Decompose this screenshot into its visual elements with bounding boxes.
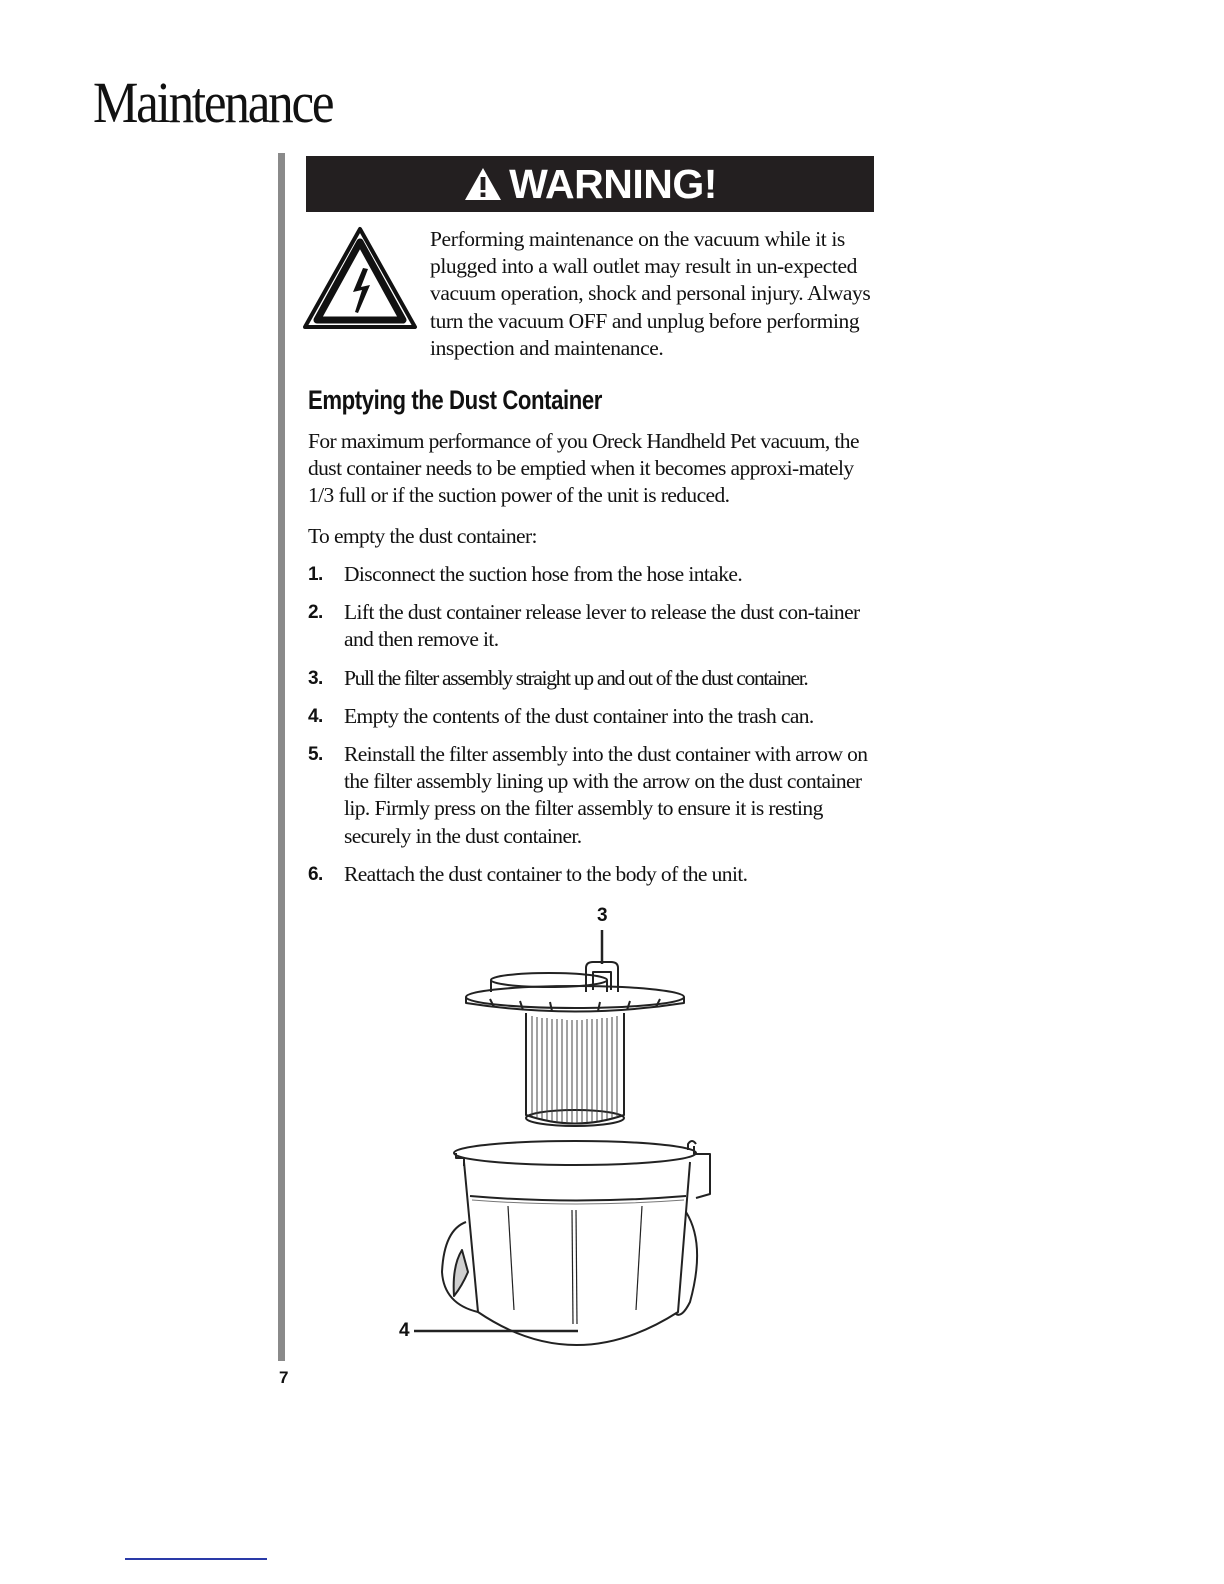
step-item — [308, 741, 878, 850]
step-number: 2. — [308, 602, 323, 624]
page-title: Maintenance — [93, 70, 333, 135]
section-heading: Emptying the Dust Container — [308, 385, 602, 415]
step-number: 4. — [308, 705, 323, 727]
step-item — [308, 599, 878, 653]
step-text: Empty the contents of the dust container into the trash can. — [344, 703, 814, 728]
intro-paragraph: For maximum performance of you Oreck Handheld Pet vacuum, the dust container needs to be emptied when it becomes approxi-mately 1/3 full or if the suction power of the unit is reduced. — [308, 429, 859, 508]
side-rule — [278, 153, 285, 1361]
page-number: 7 — [279, 1368, 289, 1387]
step-item — [308, 703, 878, 730]
step-number: 1. — [308, 564, 323, 585]
step-text: Pull the filter assembly straight up and out of the dust container. — [344, 665, 808, 690]
warning-label: WARNING! — [509, 160, 717, 207]
step-item — [308, 561, 878, 588]
callout-label-4: 4 — [399, 1320, 410, 1341]
step-number: 3. — [308, 667, 323, 689]
lead-paragraph: To empty the dust container: — [308, 524, 537, 548]
step-text: Disconnect the suction hose from the hose intake. — [344, 562, 743, 586]
step-text: Lift the dust container release lever to release the dust con-tainer and then remove it. — [344, 600, 860, 652]
dust-container-illustration — [390, 900, 730, 1360]
step-number: 5. — [308, 744, 323, 766]
electric-shock-icon — [302, 226, 418, 332]
warning-text: Performing maintenance on the vacuum while it is plugged into a wall outlet may result in un-expected vacuum operation, shock and personal injury. Always turn the vacuum OFF and unplug before performing inspection and maintenance. — [430, 227, 871, 360]
steps-list — [308, 561, 878, 899]
footer-link-underline — [125, 1558, 267, 1560]
step-text: Reattach the dust container to the body of the unit. — [344, 861, 748, 886]
step-text: Reinstall the filter assembly into the dust container with arrow on the filter assembly lining up with the arrow on the dust container lip. Firmly press on the filter assembly to ensure it is resting securely in the dust container. — [344, 742, 868, 848]
step-number: 6. — [308, 863, 323, 885]
step-item — [308, 861, 878, 888]
step-item — [308, 665, 878, 692]
warning-triangle-icon — [463, 166, 503, 202]
warning-banner — [306, 156, 874, 212]
callout-label-3: 3 — [597, 905, 608, 926]
